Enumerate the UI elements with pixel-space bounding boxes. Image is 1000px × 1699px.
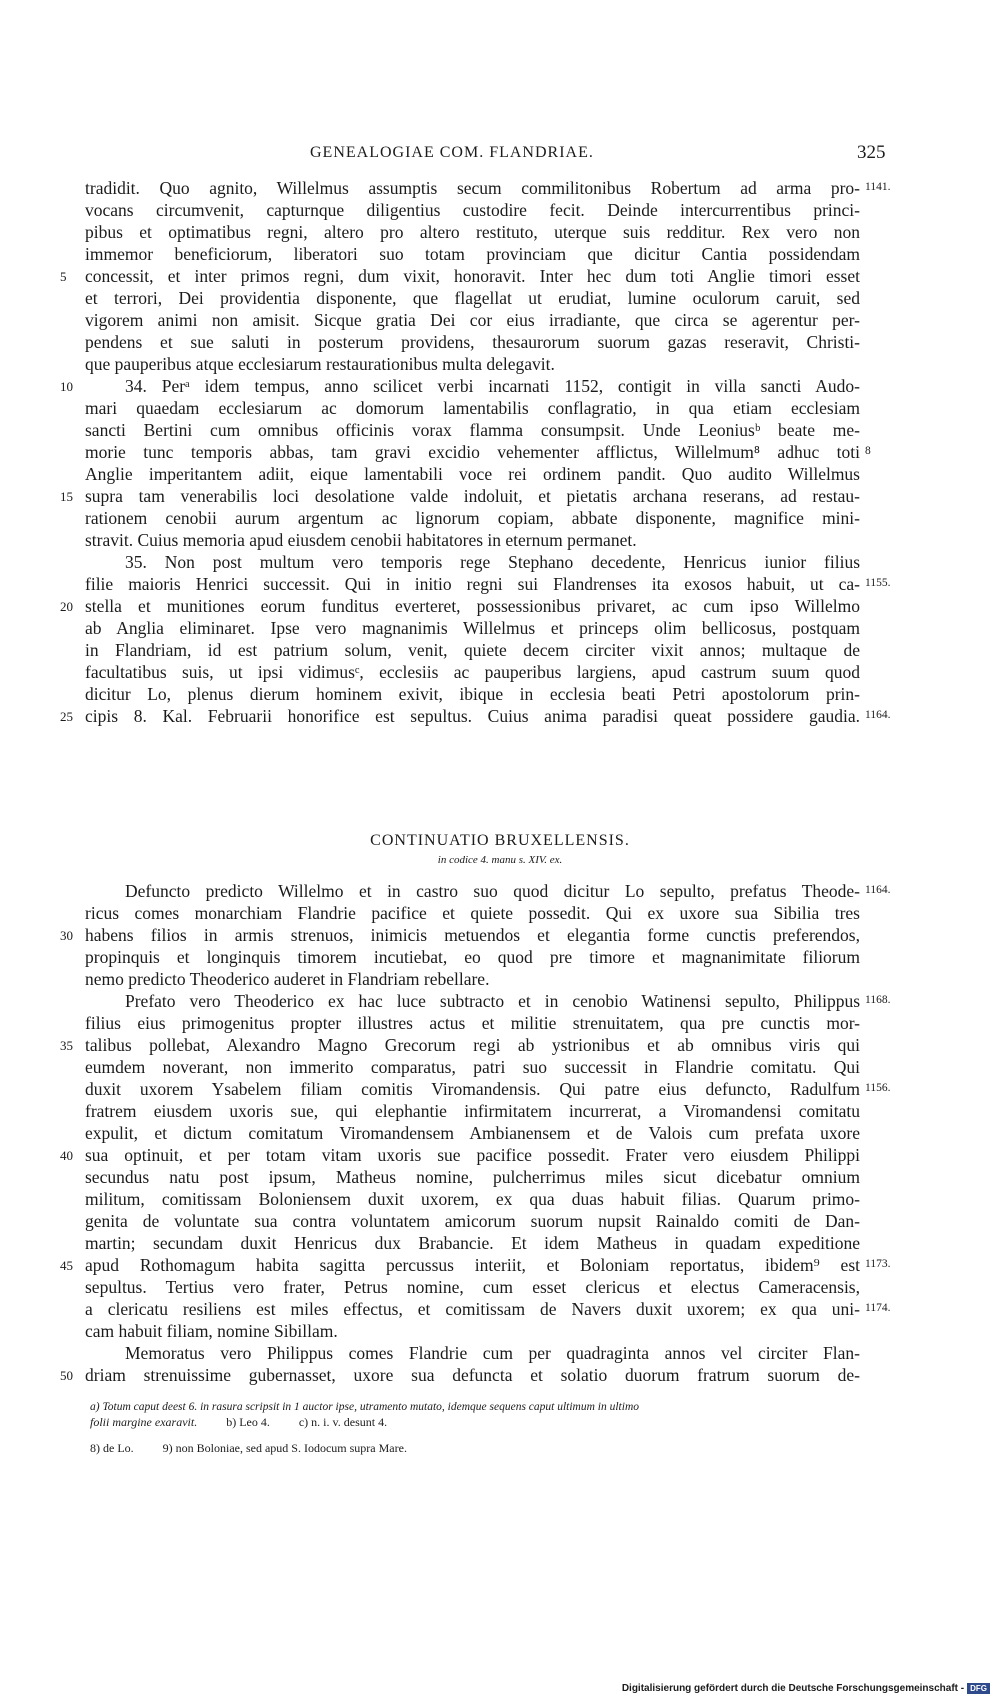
text-line: tradidit. Quo agnito, Willelmus assumptis secum commilitonibus Robertum ad arma pro-	[85, 178, 860, 198]
text-line: driam strenuissime gubernasset, uxore sua defuncta et solatio duorum fratrum suorum de-	[85, 1365, 860, 1385]
footnote-row	[90, 1415, 387, 1430]
text-line: sancti Bertini cum omnibus officinis vorax flamma consumpsit. Unde Leoniusᵇ beate me-	[85, 420, 860, 440]
text-line: facultatibus suis, ut ipsi vidimusᶜ, ecclesiis ac pauperibus largiens, apud castrum suum quod	[85, 662, 860, 682]
text-line: cam habuit filiam, nomine Sibillam.	[85, 1321, 338, 1341]
text-line: militum, comitissam Boloniensem duxit uxorem, ex qua duas habuit filias. Quarum primo-	[85, 1189, 860, 1209]
text-line: expulit, et dictum comitatum Viromandensem Ambianensem et de Valois cum prefata uxore	[85, 1123, 860, 1143]
text-line: Prefato vero Theoderico ex hac luce subtracto et in cenobio Watinensi sepulto, Philippus	[125, 991, 860, 1011]
text-line: Memoratus vero Philippus comes Flandrie cum per quadraginta annos vel circiter Flan-	[125, 1343, 860, 1363]
line-number: 30	[60, 928, 73, 943]
text-line: rationem cenobii aurum argentum ac lignorum copiam, abbate disponente, magnifice mini-	[85, 508, 860, 528]
page-number: 325	[857, 142, 886, 163]
margin-year-note: 1141.	[865, 181, 891, 193]
line-number: 45	[60, 1258, 73, 1273]
text-line: mari quaedam ecclesiarum ac domorum lamentabilis conflagratio, in qua etiam ecclesiam	[85, 398, 860, 418]
footer-text: Digitalisierung gefördert durch die Deutsche Forschungsgemeinschaft -	[621, 1683, 965, 1694]
margin-year-note: 1156.	[865, 1082, 891, 1094]
margin-year-note: 1173.	[865, 1258, 891, 1270]
footnote-8: 8) de Lo.	[90, 1441, 134, 1455]
dfg-logo: DFG	[967, 1683, 990, 1694]
footnote-b: b) Leo 4.	[226, 1415, 270, 1429]
line-number: 25	[60, 709, 73, 724]
text-line: a clericatu resiliens est miles effectus, et comitissam de Navers duxit uxorem; ex qua uni-	[85, 1299, 860, 1319]
text-line-paragraph-34: 34. Perᵃ idem tempus, anno scilicet verbi incarnati 1152, contigit in villa sancti Audo-	[125, 376, 860, 396]
text-line: cipis 8. Kal. Februarii honorifice est sepultus. Cuius anima paradisi queat possidere gaudia.	[85, 706, 860, 726]
text-line: talibus pollebat, Alexandro Magno Grecorum regi ab ystrionibus et ab omnibus viris qui	[85, 1035, 860, 1055]
line-number: 35	[60, 1038, 73, 1053]
margin-year-note: 1164.	[865, 709, 891, 721]
line-number: 50	[60, 1368, 73, 1383]
text-line: que pauperibus atque ecclesiarum restaurationibus multa delegavit.	[85, 354, 555, 374]
text-line: genita de voluntate sua contra voluntatem amicorum suorum nupsit Rainaldo comiti de Dan-	[85, 1211, 860, 1231]
text-line: et terrori, Dei providentia disponente, que flagellat ut erudiat, lumine oculorum caruit, sed	[85, 288, 860, 308]
text-line: vocans circumvenit, capturnque diligentius custodire fecit. Deinde intercurrentibus princi-	[85, 200, 860, 220]
text-line: duxit uxorem Ysabelem filiam comitis Viromandensis. Qui patre eius defuncto, Radulfum	[85, 1079, 860, 1099]
text-line: morie tunc temporis abbas, tam gravi excidio vehementer afflictus, Willelmum⁸ adhuc toti	[85, 442, 860, 462]
text-line: nemo predicto Theoderico auderet in Flandriam rebellare.	[85, 969, 490, 989]
text-line: stravit. Cuius memoria apud eiusdem cenobii habitatores in eternum permanet.	[85, 530, 637, 550]
text-line: fratrem eiusdem uxoris sue, qui elephantie infirmitatem incurrerat, a Viromandensi comitatu	[85, 1101, 860, 1121]
footnote-row	[90, 1441, 407, 1456]
text-line: in Flandriam, id est patrium solum, venit, quiete decem circiter vixit annos; multaque de	[85, 640, 860, 660]
text-line: apud Rothomagum habita sagitta percussus interiit, et Boloniam reportatus, ibidem⁹ est	[85, 1255, 860, 1275]
text-line: eumdem noverant, non immerito comparatus, patri suo successit in Flandrie comitatu. Qui	[85, 1057, 860, 1077]
line-number: 5	[60, 269, 67, 284]
text-line: vigorem animi non amisit. Sicque gratia Dei cor eius irradiante, que circa se agerentur per-	[85, 310, 860, 330]
running-header: GENEALOGIAE COM. FLANDRIAE.	[310, 144, 594, 161]
text-line: sepultus. Tertius vero frater, Petrus nomine, cum esset clericus et electus Cameracensis,	[85, 1277, 860, 1297]
line-number: 15	[60, 489, 73, 504]
text-line: ab Anglia eliminaret. Ipse vero magnanimis Willelmus et princeps olim bellicosus, postquam	[85, 618, 860, 638]
text-line: filie maioris Henrici successit. Qui in initio regni sui Flandrenses ita exosos habuit, ut ca-	[85, 574, 860, 594]
text-line: habens filios in armis strenuos, inimicis metuendos et elegantia forme cunctis preferendos,	[85, 925, 860, 945]
text-line: concessit, et inter primos regni, dum vixit, honoravit. Inter hec dum toti Anglie timori esset	[85, 266, 860, 286]
digitization-footer	[622, 1683, 990, 1694]
text-line-paragraph-35: 35. Non post multum vero temporis rege Stephano decedente, Henricus iunior filius	[125, 552, 860, 572]
text-line: supra tam venerabilis loci desolatione valde indoluit, et pietatis archana reserans, ad restau-	[85, 486, 860, 506]
margin-year-note: 1164.	[865, 884, 891, 896]
text-line: secundus natu post ipsum, Matheus nomine, pulcherrimus miles sicut dicebatur omnium	[85, 1167, 860, 1187]
margin-year-note: 1168.	[865, 994, 891, 1006]
line-number: 40	[60, 1148, 73, 1163]
text-line: ricus comes monarchiam Flandrie pacifice et quiete possedit. Qui ex uxore sua Sibilia tres	[85, 903, 860, 923]
text-line: pendens et sue saluti in posterum providens, thesaurorum suorum gazas reseravit, Christi-	[85, 332, 860, 352]
text-line: pibus et optimatibus regni, altero pro altero restituto, uterque suis redditur. Rex vero non	[85, 222, 860, 242]
footnote-a: a) Totum caput deest 6. in rasura scripsit in 1 auctor ipse, utramento mutato, idemque sequens caput ultimum in ultimo	[90, 1401, 639, 1413]
text-line: martin; secundam duxit Henricus dux Brabancie. Et idem Matheus in quadam expeditione	[85, 1233, 860, 1253]
text-line: stella et munitiones eorum funditus everteret, possessionibus privaret, ac cum ipso Willelmo	[85, 596, 860, 616]
footnote-9: 9) non Boloniae, sed apud S. Iodocum supra Mare.	[162, 1441, 407, 1455]
text-line: sua optinuit, et per totam vitam uxoris sue pacifice possedit. Frater vero eiusdem Philippi	[85, 1145, 860, 1165]
footnote-a-continuation: folii margine exaravit.	[90, 1415, 198, 1429]
text-line: propinquis et longinquis timorem incutiebat, eo quod pre timore et magnanimitate filiorum	[85, 947, 860, 967]
text-line: dicitur Lo, plenus dierum hominem exivit, ibique in ecclesia beati Petri apostolorum prin-	[85, 684, 860, 704]
margin-year-note: 1174.	[865, 1302, 891, 1314]
text-line: Defuncto predicto Willelmo et in castro suo quod dicitur Lo sepulto, prefatus Theode-	[125, 881, 860, 901]
section-subtitle: in codice 4. manu s. XIV. ex.	[437, 854, 563, 866]
margin-year-note: 1155.	[865, 577, 891, 589]
footnote-c: c) n. i. v. desunt 4.	[298, 1415, 388, 1429]
section-title: CONTINUATIO BRUXELLENSIS.	[370, 832, 630, 849]
text-line: filius eius primogenitus propter illustres actus et militie strenuitatem, qua pre cunctis mor-	[85, 1013, 860, 1033]
text-line: Anglie imperitantem adiit, eique lamentabili voce rei ordinem pandit. Quo audito Willelmus	[85, 464, 860, 484]
line-number: 20	[60, 599, 73, 614]
line-number: 10	[60, 379, 73, 394]
text-line: immemor beneficiorum, liberatori suo totam provinciam que dicitur Cantia possidendam	[85, 244, 860, 264]
margin-note-reference: 8	[865, 445, 871, 457]
